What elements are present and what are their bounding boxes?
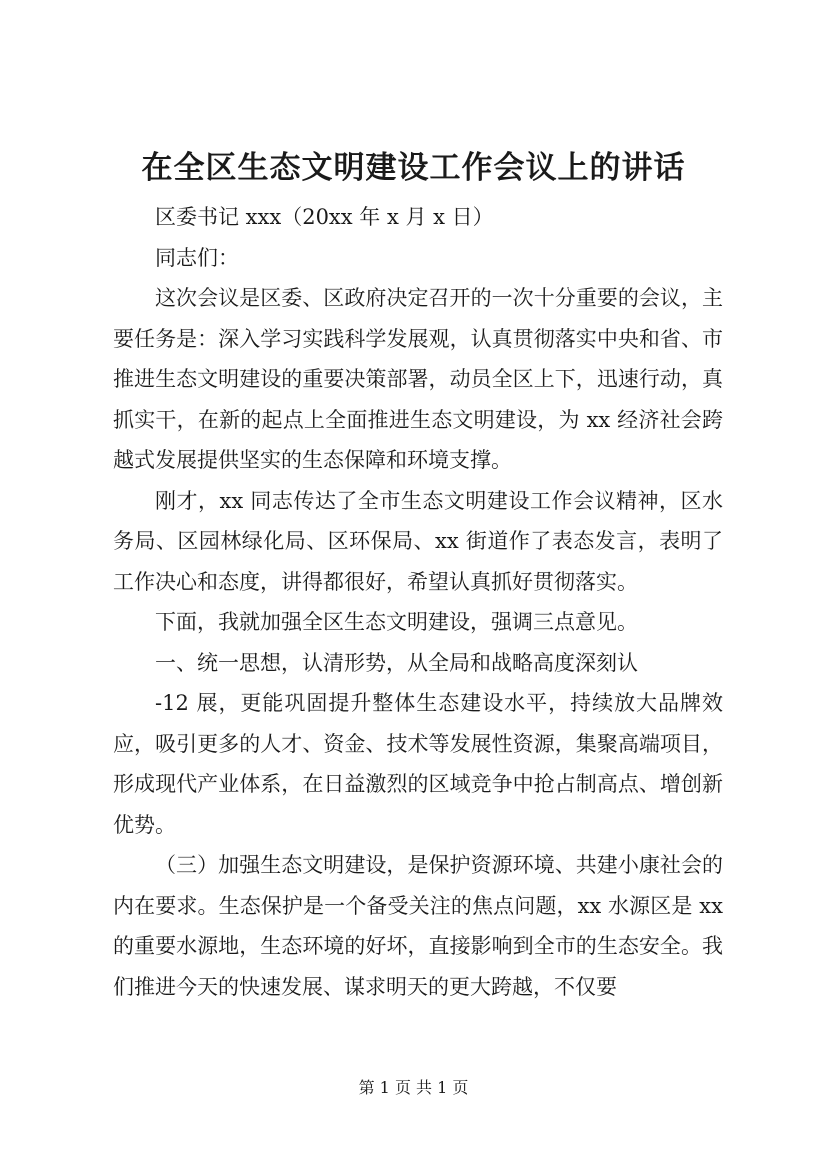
section-heading-one: 一、统一思想，认清形势，从全局和战略高度深刻认 [155, 650, 638, 675]
byline: 区委书记 xxx（20xx 年 x 月 x 日） [155, 205, 494, 229]
paragraph-section-three: （三）加强生态文明建设，是保护资源环境、共建小康社会的内在要求。生态保护是一个备受关注的焦点问题，xx 水源区是 xx 的重要水源地，生态环境的好坏，直接影响到全市的生态安全。我们推进今天的快速发展、谋求明天的更大跨越，不仅要 [113, 853, 723, 999]
document-title: 在全区生态文明建设工作会议上的讲话 [141, 150, 686, 186]
paragraph-three-points: 下面，我就加强全区生态文明建设，强调三点意见。 [155, 610, 638, 634]
paragraph-opening: 这次会议是区委、区政府决定召开的一次十分重要的会议，主要任务是：深入学习实践科学发展观，认真贯彻落实中央和省、市推进生态文明建设的重要决策部署，动员全区上下，迅速行动，真抓实干，在新的起点上全面推进生态文明建设，为 xx 经济社会跨越式发展提供坚实的生态保障和环境支撑。 [113, 286, 723, 472]
paragraph-development: -12 展，更能巩固提升整体生态建设水平，持续放大品牌效应，吸引更多的人才、资金、技术等发展性资源，集聚高端项目，形成现代产业体系，在日益激烈的区域竞争中抢占制高点、增创新优势。 [113, 691, 723, 837]
paragraph-speeches-recap: 刚才，xx 同志传达了全市生态文明建设工作会议精神，区水务局、区园林绿化局、区环保局、xx 街道作了表态发言，表明了工作决心和态度，讲得都很好，希望认真抓好贯彻落实。 [113, 488, 723, 594]
document-body [113, 197, 723, 1007]
page-number-footer: 第 1 页 共 1 页 [358, 1078, 469, 1097]
salutation: 同志们： [155, 245, 239, 270]
